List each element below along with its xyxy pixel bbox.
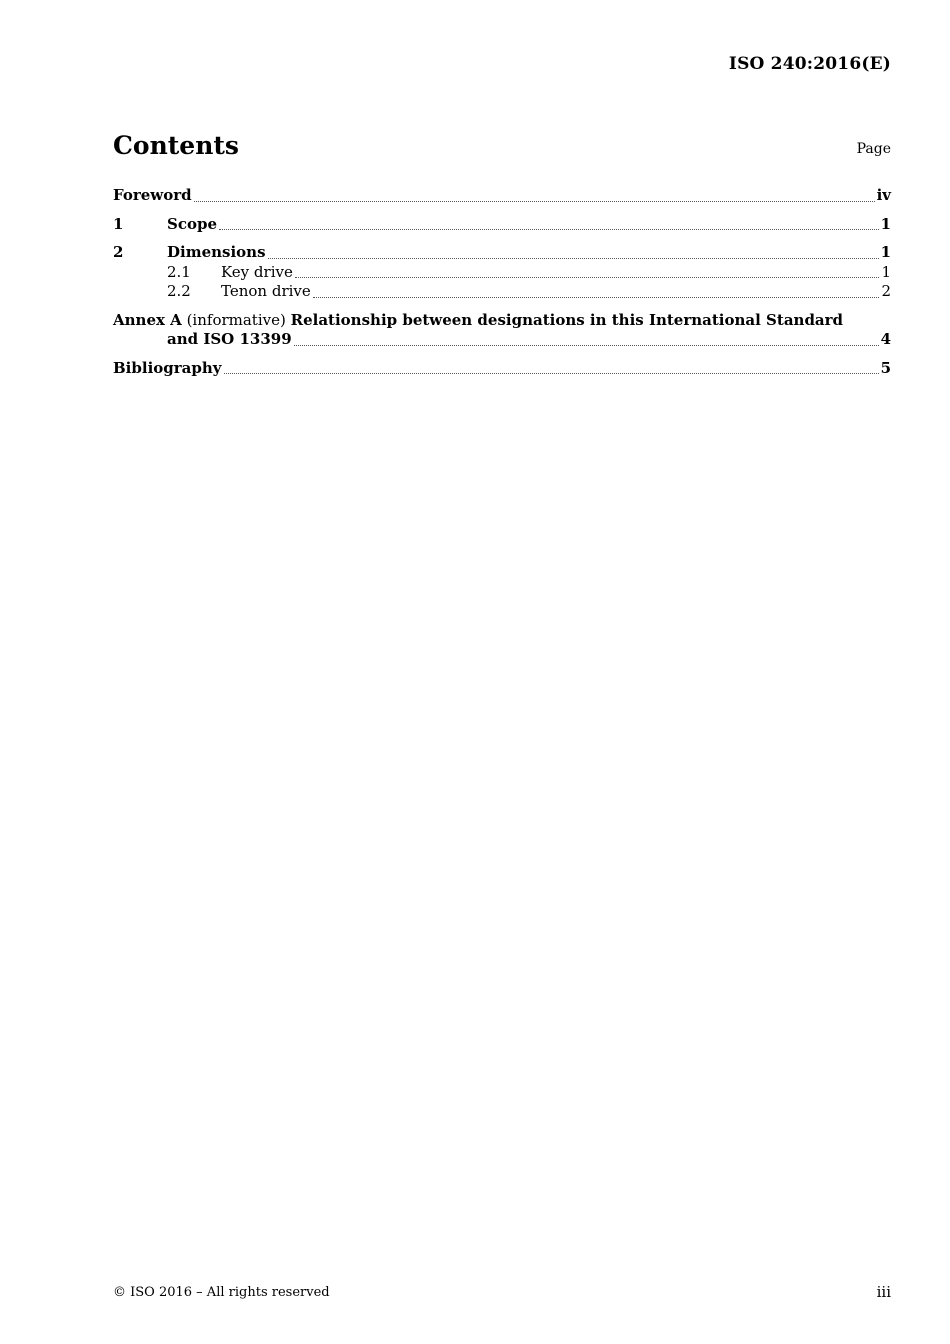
toc-leader-dots bbox=[313, 296, 880, 298]
toc-label: Key drive bbox=[221, 262, 293, 281]
toc-section-number: 1 bbox=[113, 214, 124, 233]
annex-prefix: Annex A bbox=[113, 310, 182, 329]
toc-page-number: iv bbox=[876, 186, 891, 204]
toc-page-number: 1 bbox=[881, 262, 891, 281]
page-title: Contents bbox=[113, 131, 240, 160]
annex-title-cont: and ISO 13399 bbox=[167, 330, 292, 348]
toc-page-number: 5 bbox=[880, 358, 891, 377]
annex-title: Relationship between designations in this International Standard bbox=[290, 310, 844, 329]
page-column-label: Page bbox=[856, 141, 891, 157]
annex-type: (informative) bbox=[186, 310, 286, 329]
toc-leader-dots bbox=[268, 257, 879, 259]
toc-leader-dots bbox=[224, 372, 879, 374]
page-number: iii bbox=[876, 1283, 891, 1301]
toc-leader-dots bbox=[295, 276, 880, 278]
toc-entry-foreword[interactable] bbox=[113, 186, 891, 206]
toc-page-number: 1 bbox=[880, 243, 891, 261]
toc-leader-dots bbox=[294, 344, 879, 346]
document-id-header: ISO 240:2016(E) bbox=[728, 54, 891, 74]
toc-entry-scope[interactable] bbox=[113, 215, 891, 235]
toc-section-number: 2.2 bbox=[167, 282, 191, 300]
toc-label: Foreword bbox=[113, 186, 192, 204]
toc-page-number: 2 bbox=[881, 282, 891, 300]
annex-title-line bbox=[113, 311, 891, 331]
toc-entry-annex-a[interactable] bbox=[113, 311, 891, 350]
toc-section-number: 2 bbox=[113, 243, 124, 261]
toc-label: Tenon drive bbox=[221, 282, 311, 300]
copyright-notice: © ISO 2016 – All rights reserved bbox=[113, 1285, 330, 1300]
toc-leader-dots bbox=[194, 200, 875, 202]
toc-label: Scope bbox=[167, 214, 218, 233]
toc-label: Bibliography bbox=[113, 358, 222, 377]
toc-entry-key-drive[interactable] bbox=[113, 263, 891, 283]
toc-entry-bibliography[interactable] bbox=[113, 359, 891, 379]
annex-title-continuation bbox=[113, 330, 891, 350]
table-of-contents bbox=[113, 186, 891, 387]
toc-page-number: 1 bbox=[880, 214, 891, 233]
toc-page-number: 4 bbox=[880, 330, 891, 348]
toc-leader-dots bbox=[219, 228, 879, 230]
toc-section-number: 2.1 bbox=[167, 262, 191, 281]
toc-entry-tenon-drive[interactable] bbox=[113, 282, 891, 302]
toc-entry-dimensions[interactable] bbox=[113, 243, 891, 263]
toc-label: Dimensions bbox=[167, 243, 266, 261]
